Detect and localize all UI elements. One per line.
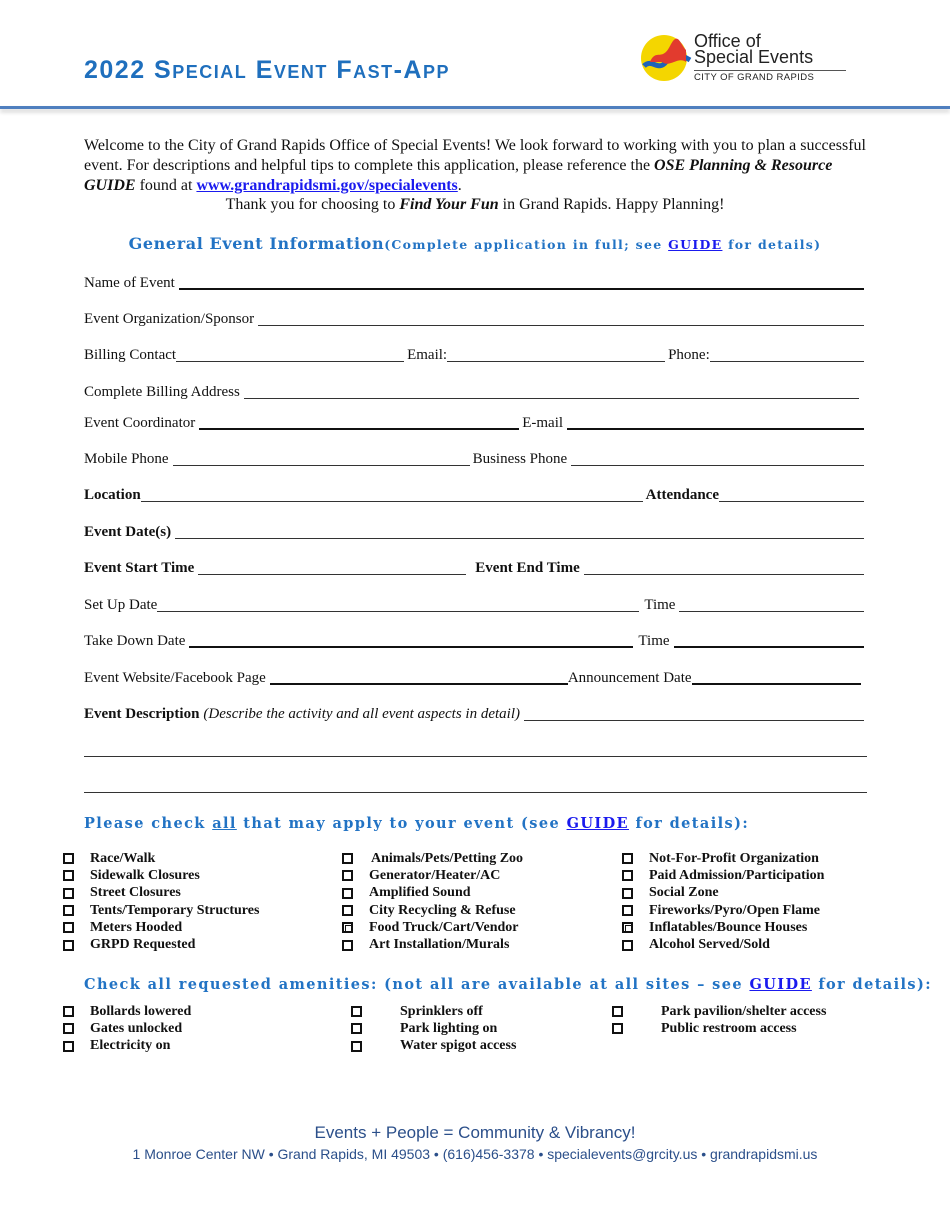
- location-label: Location: [84, 487, 141, 503]
- amenities-column-3: [612, 1003, 826, 1038]
- footer-tagline: Events + People = Community & Vibrancy!: [314, 1123, 636, 1142]
- welcome-paragraph: [84, 136, 869, 196]
- thanks-line: [0, 195, 950, 215]
- amenity-item-label: Gates unlocked: [90, 1020, 183, 1036]
- thanks-text-2: in Grand Rapids. Happy Planning!: [498, 196, 725, 213]
- apply-item-label: Paid Admission/Participation: [649, 867, 825, 883]
- checkbox-icon[interactable]: [63, 870, 74, 881]
- end-time-label: Event End Time: [475, 560, 580, 576]
- apply-column-2: [342, 850, 523, 954]
- event-dates-field[interactable]: [175, 525, 864, 539]
- website-row: [84, 668, 867, 688]
- amenity-item-label: Public restroom access: [661, 1020, 797, 1036]
- apply-item-label: Food Truck/Cart/Vendor: [369, 919, 519, 935]
- billing-email-label: Email:: [407, 347, 448, 363]
- mobile-phone-field[interactable]: [173, 452, 470, 466]
- billing-address-field[interactable]: [244, 385, 859, 399]
- billing-phone-label: Phone:: [668, 347, 710, 363]
- event-dates-row: [84, 522, 867, 542]
- apply-item[interactable]: [622, 850, 824, 867]
- takedown-date-label: Take Down Date: [84, 633, 186, 649]
- footer-address: 1 Monroe Center NW • Grand Rapids, MI 49503 • (616)456-3378 • specialevents@grcity.us • grandrapidsmi.us: [132, 1146, 818, 1162]
- apply-item[interactable]: [342, 850, 523, 867]
- amenities-column-1: [63, 1003, 191, 1055]
- takedown-time-field[interactable]: [674, 634, 864, 648]
- description-line-2[interactable]: [84, 756, 867, 757]
- checkbox-icon[interactable]: [351, 1006, 362, 1017]
- event-name-label: Name of Event: [84, 275, 175, 291]
- checkbox-icon[interactable]: [63, 888, 74, 899]
- checkbox-icon[interactable]: [622, 888, 633, 899]
- attendance-field[interactable]: [719, 488, 864, 502]
- checkbox-icon[interactable]: [622, 870, 633, 881]
- billing-phone-field[interactable]: [710, 348, 864, 362]
- checkbox-icon[interactable]: [63, 1006, 74, 1017]
- setup-row: [84, 595, 867, 615]
- apply-item[interactable]: [63, 936, 259, 953]
- amenity-item-label: Electricity on: [90, 1038, 171, 1054]
- amenity-item-label: Park lighting on: [400, 1020, 498, 1036]
- amenity-item-label: Park pavilion/shelter access: [661, 1003, 827, 1019]
- apply-item[interactable]: [622, 936, 824, 953]
- checkbox-icon[interactable]: [622, 853, 633, 864]
- general-info-sub-2: for details): [722, 237, 822, 252]
- takedown-row: [84, 631, 867, 651]
- organization-row: [84, 309, 867, 329]
- checkbox-icon[interactable]: [342, 922, 353, 933]
- checkbox-icon[interactable]: [351, 1023, 362, 1034]
- guide-title: OSE Planning & Resource GUIDE: [84, 157, 833, 194]
- special-events-link[interactable]: www.grandrapidsmi.gov/specialevents: [196, 177, 458, 194]
- amenity-item[interactable]: [351, 1038, 516, 1055]
- checkbox-icon[interactable]: [342, 940, 353, 951]
- coordinator-email-label: E-mail: [522, 415, 564, 431]
- description-row: [84, 704, 867, 724]
- amenity-item[interactable]: [612, 1020, 826, 1037]
- logo-text-line2: Special Events: [694, 47, 814, 67]
- header-divider: [0, 106, 950, 109]
- apply-item-label: Alcohol Served/Sold: [649, 937, 770, 953]
- start-time-label: Event Start Time: [84, 560, 195, 576]
- logo-text-line3: CITY OF GRAND RAPIDS: [694, 70, 846, 83]
- location-field[interactable]: [141, 488, 643, 502]
- apply-item[interactable]: [622, 885, 824, 902]
- checkbox-icon[interactable]: [351, 1041, 362, 1052]
- organization-field[interactable]: [258, 312, 864, 326]
- amenity-item-label: Bollards lowered: [90, 1003, 192, 1019]
- billing-contact-field[interactable]: [176, 348, 404, 362]
- setup-date-label: Set Up Date: [84, 597, 158, 613]
- coordinator-label: Event Coordinator: [84, 415, 196, 431]
- apply-item[interactable]: [342, 936, 523, 953]
- checkbox-icon[interactable]: [622, 922, 633, 933]
- welcome-text-2: found at: [135, 177, 197, 194]
- billing-address-label: Complete Billing Address: [84, 384, 240, 400]
- billing-contact-label: Billing Contact: [84, 347, 177, 363]
- apply-item-label: Fireworks/Pyro/Open Flame: [649, 902, 820, 918]
- guide-link[interactable]: GUIDE: [668, 237, 723, 252]
- amenities-guide-link[interactable]: GUIDE: [749, 976, 812, 993]
- attendance-label: Attendance: [645, 487, 719, 503]
- event-name-field[interactable]: [179, 276, 864, 290]
- amenity-item[interactable]: [63, 1038, 191, 1055]
- business-phone-label: Business Phone: [472, 451, 568, 467]
- apply-item[interactable]: [342, 867, 523, 884]
- takedown-time-label: Time: [638, 633, 670, 649]
- apply-item[interactable]: [342, 902, 523, 919]
- billing-contact-row: [84, 345, 867, 365]
- apply-column-1: [63, 850, 259, 954]
- phone-row: [84, 449, 867, 469]
- setup-time-field[interactable]: [679, 598, 864, 612]
- announcement-label: Announcement Date: [567, 670, 692, 686]
- apply-item-label: Generator/Heater/AC: [369, 867, 501, 883]
- apply-item[interactable]: [63, 902, 259, 919]
- takedown-date-field[interactable]: [189, 634, 633, 648]
- billing-email-field[interactable]: [447, 348, 665, 362]
- amenities-column-2: [351, 1003, 516, 1055]
- checkbox-icon[interactable]: [612, 1023, 623, 1034]
- logo-sun-wave-icon: [640, 32, 692, 84]
- apply-heading: [84, 815, 749, 832]
- apply-heading-text-2: that may apply to your event (see: [236, 815, 567, 832]
- announcement-field[interactable]: [692, 671, 861, 685]
- apply-heading-text-3: for details):: [629, 815, 750, 832]
- checkbox-icon[interactable]: [342, 888, 353, 899]
- amenity-item-label: Sprinklers off: [400, 1003, 483, 1019]
- apply-item[interactable]: [342, 885, 523, 902]
- apply-item-label: Sidewalk Closures: [90, 867, 200, 883]
- apply-item-label: Inflatables/Bounce Houses: [649, 919, 808, 935]
- apply-item-label: Amplified Sound: [369, 885, 471, 901]
- apply-heading-all: all: [212, 815, 237, 832]
- amenity-item[interactable]: [612, 1003, 826, 1020]
- setup-date-field[interactable]: [157, 598, 639, 612]
- find-your-fun: Find Your Fun: [399, 196, 499, 213]
- amenity-item-label: Water spigot access: [400, 1038, 517, 1054]
- apply-item-label: Animals/Pets/Petting Zoo: [371, 850, 524, 866]
- general-info-heading: [0, 234, 950, 253]
- checkbox-icon[interactable]: [63, 853, 74, 864]
- apply-column-3: [622, 850, 824, 954]
- start-time-field[interactable]: [198, 561, 466, 575]
- apply-item[interactable]: [342, 919, 523, 936]
- billing-address-row: [84, 382, 867, 402]
- apply-item-label: Not-For-Profit Organization: [649, 850, 819, 866]
- apply-item[interactable]: [622, 902, 824, 919]
- welcome-text: Welcome to the City of Grand Rapids Office of Special Events! We look forward to working with you to plan a successful event. For descriptions and helpful tips to complete this application, please reference the: [84, 137, 866, 174]
- apply-item[interactable]: [63, 867, 259, 884]
- amenity-item[interactable]: [63, 1003, 191, 1020]
- event-name-row: [84, 273, 867, 293]
- description-field[interactable]: [524, 707, 864, 721]
- checkbox-icon[interactable]: [342, 870, 353, 881]
- checkbox-icon[interactable]: [622, 905, 633, 916]
- checkbox-icon[interactable]: [342, 853, 353, 864]
- amenities-heading: [84, 976, 932, 993]
- checkbox-icon[interactable]: [622, 940, 633, 951]
- apply-item-label: Tents/Temporary Structures: [90, 902, 260, 918]
- general-info-title: General Event Information: [128, 234, 385, 253]
- location-row: [84, 485, 867, 505]
- checkbox-icon[interactable]: [63, 905, 74, 916]
- amenities-heading-text: Check all requested amenities: (not all are available at all sites – see: [84, 976, 750, 993]
- coordinator-email-field[interactable]: [567, 416, 864, 430]
- logo-text-line1: Office of: [694, 31, 761, 51]
- apply-item-label: Art Installation/Murals: [369, 937, 510, 953]
- description-line-3[interactable]: [84, 792, 867, 793]
- checkbox-icon[interactable]: [63, 1041, 74, 1052]
- coordinator-field[interactable]: [199, 416, 519, 430]
- welcome-text-3: .: [457, 177, 462, 194]
- description-label: Event Description: [84, 706, 200, 722]
- amenities-heading-text-2: for details):: [811, 976, 932, 993]
- apply-item[interactable]: [622, 867, 824, 884]
- general-info-sub: (Complete application in full; see: [384, 237, 669, 252]
- setup-time-label: Time: [644, 597, 676, 613]
- organization-label: Event Organization/Sponsor: [84, 311, 255, 327]
- apply-heading-text: Please check: [84, 815, 213, 832]
- amenity-item[interactable]: [63, 1020, 191, 1037]
- amenity-item[interactable]: [351, 1003, 516, 1020]
- apply-item[interactable]: [63, 919, 259, 936]
- apply-item[interactable]: [622, 919, 824, 936]
- coordinator-row: [84, 413, 867, 433]
- amenity-item[interactable]: [351, 1020, 516, 1037]
- apply-item-label: Meters Hooded: [90, 919, 183, 935]
- mobile-phone-label: Mobile Phone: [84, 451, 169, 467]
- apply-item-label: Street Closures: [90, 885, 181, 901]
- checkbox-icon[interactable]: [63, 940, 74, 951]
- office-logo: [640, 30, 855, 86]
- apply-item[interactable]: [63, 850, 259, 867]
- apply-item-label: Race/Walk: [90, 850, 156, 866]
- thanks-text: Thank you for choosing to: [225, 196, 400, 213]
- apply-item[interactable]: [63, 885, 259, 902]
- apply-item-label: Social Zone: [649, 885, 719, 901]
- page-title: 2022 Special Event Fast-App: [84, 56, 450, 84]
- business-phone-field[interactable]: [571, 452, 864, 466]
- checkbox-icon[interactable]: [63, 1023, 74, 1034]
- checkbox-icon[interactable]: [612, 1006, 623, 1017]
- apply-item-label: City Recycling & Refuse: [369, 902, 516, 918]
- apply-guide-link[interactable]: GUIDE: [566, 815, 629, 832]
- end-time-field[interactable]: [584, 561, 864, 575]
- apply-item-label: GRPD Requested: [90, 937, 196, 953]
- website-label: Event Website/Facebook Page: [84, 670, 266, 686]
- event-dates-label: Event Date(s): [84, 524, 172, 540]
- description-hint: (Describe the activity and all event aspects in detail): [203, 706, 520, 722]
- event-times-row: [84, 558, 867, 578]
- checkbox-icon[interactable]: [342, 905, 353, 916]
- checkbox-icon[interactable]: [63, 922, 74, 933]
- website-field[interactable]: [270, 671, 568, 685]
